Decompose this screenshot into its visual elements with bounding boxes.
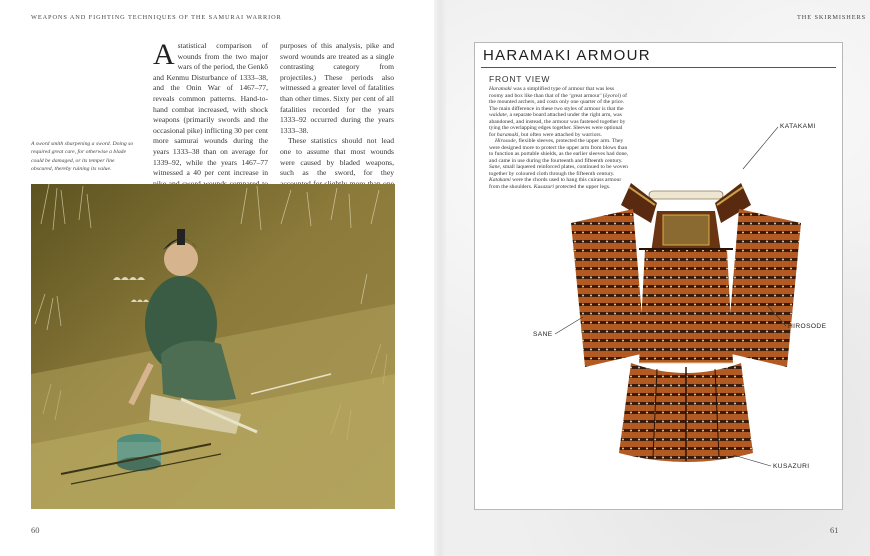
label-kusazuri: KUSAZURI xyxy=(773,463,810,470)
panel-title: HARAMAKI ARMOUR xyxy=(483,47,651,64)
term-waidate: waidate xyxy=(489,112,507,118)
label-katakami: KATAKAMI xyxy=(780,123,816,130)
term-katakami: Katakami xyxy=(489,177,511,183)
running-head-right: THE SKIRMISHERS xyxy=(797,14,866,21)
p1-part-d: , but often were attached by warriors. xyxy=(518,131,602,138)
p1-part-b: ) of the mounted archers, and costs only one quarter of the price. The main difference in these two styles of armour is that the xyxy=(489,92,627,112)
painting-illustration xyxy=(31,184,395,509)
p2-part-a: , flexible sleeves, protected the upper arm. They were designed more to protect the upper arm from blows than to function as portable shields, as the earlier sleeves had done, and came in use during the fourteenth and fifteenth century. xyxy=(489,138,629,164)
term-kusazuri: Kusazuri xyxy=(533,183,554,190)
column-1-text: statistical comparison of wounds from the two major wars of the period, the Genkō and Kenmu Disturbance of 1333–38, and the Onin War of 1467–77, reveals common patterns. Hand-to-hand combat increased, with shock weapons (primarily swords and the occasional pike) inflicting 30 per cent more samurai wounds during the years 1333–38 than on average for 1339–92, while the years 1467–77 witnessed a 40 per cent increase in xyxy=(153,41,268,178)
drop-cap: A xyxy=(153,38,175,71)
label-hirosode: HIROSODE xyxy=(788,323,827,330)
page-number-right: 61 xyxy=(830,525,839,535)
p2-part-b: , small laquered reinforced plates, continued to be woven together by coloured cloth through the fifteenth century. xyxy=(489,164,628,177)
term-hirosode: Hirosode xyxy=(495,138,516,144)
p1-part-c: , a separate board attached under the right arm, was abandoned, and instead, the armour was fastened together by tying the overlapping edges together. Sleeves were optional for xyxy=(489,112,626,138)
left-page xyxy=(0,0,434,556)
p1-part-a: was a simplified type of armour that was less roomy and box like than that of the ‘great armour’ ( xyxy=(489,86,615,99)
sword-smith-painting xyxy=(31,184,395,509)
column-2-paragraph-1: purposes of this analysis, pike and sword wounds are treated as a single contrasting category from projectiles.) These periods also witnessed a greater level of fatalities than other times. Sixty per cent of all fatalities recorded for the years 1333–92 occurred during the years 1333–38. xyxy=(280,41,394,135)
image-caption: A sword smith sharpening a sword. Doing so required great care, for otherwise a blade could be damaged, or its temper line obscured, thereby ruining its value. xyxy=(31,141,134,172)
term-sane: Sane xyxy=(489,164,500,170)
armour-panel xyxy=(474,42,843,510)
label-leader-lines xyxy=(475,43,842,509)
running-head-left: WEAPONS AND FIGHTING TECHNIQUES OF THE SAMURAI WARRIOR xyxy=(31,14,282,21)
p2-part-c: were the chords used to hang this cuirass armour from the shoulders. xyxy=(489,177,622,190)
front-view-subhead: FRONT VIEW xyxy=(489,74,551,84)
right-page xyxy=(446,0,870,556)
page-number-left: 60 xyxy=(31,525,40,535)
term-haramaki: Haramaki xyxy=(489,86,512,92)
term-oyoroi: ōyoroi xyxy=(604,92,620,99)
label-sane: SANE xyxy=(533,331,553,338)
column-2-paragraph-2: These statistics should not lead one to assume that most wounds were caused by bladed weapons, such as the sword, for they xyxy=(280,136,394,178)
book-gutter xyxy=(434,0,446,556)
p2-part-d: protected the upper legs. xyxy=(553,183,611,190)
term-haramaki-2: haramaki xyxy=(496,131,519,138)
